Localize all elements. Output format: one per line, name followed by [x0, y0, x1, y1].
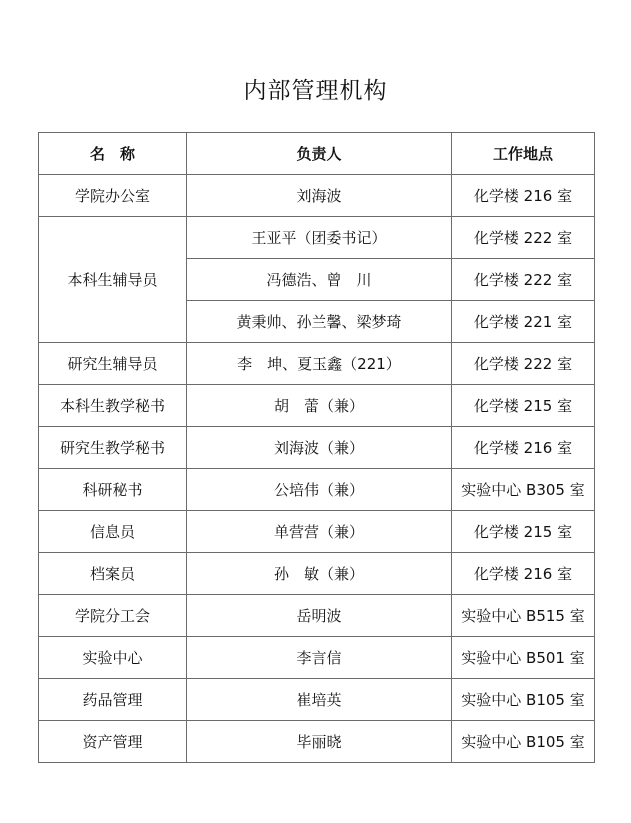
row-name: 研究生教学秘书 — [39, 427, 187, 469]
row-person: 刘海波 — [187, 175, 452, 217]
table-row — [39, 511, 595, 553]
row-person: 黄秉帅、孙兰馨、梁梦琦 — [187, 301, 452, 343]
table-row — [39, 553, 595, 595]
row-location: 化学楼 216 室 — [452, 553, 595, 595]
table-row — [39, 385, 595, 427]
row-name: 学院分工会 — [39, 595, 187, 637]
row-location: 化学楼 216 室 — [452, 427, 595, 469]
row-name: 学院办公室 — [39, 175, 187, 217]
table-row — [39, 469, 595, 511]
row-location: 化学楼 222 室 — [452, 217, 595, 259]
row-location: 化学楼 222 室 — [452, 259, 595, 301]
row-location: 化学楼 215 室 — [452, 385, 595, 427]
table-row — [39, 637, 595, 679]
row-location: 化学楼 221 室 — [452, 301, 595, 343]
row-person: 单营营（兼） — [187, 511, 452, 553]
row-name: 研究生辅导员 — [39, 343, 187, 385]
table-row — [39, 217, 595, 259]
table-header-row — [39, 133, 595, 175]
row-person: 崔培英 — [187, 679, 452, 721]
table-row — [39, 427, 595, 469]
row-name: 资产管理 — [39, 721, 187, 763]
row-person: 毕丽晓 — [187, 721, 452, 763]
row-location: 实验中心 B501 室 — [452, 637, 595, 679]
table-row — [39, 343, 595, 385]
row-location: 实验中心 B305 室 — [452, 469, 595, 511]
row-name: 药品管理 — [39, 679, 187, 721]
header-location: 工作地点 — [452, 133, 595, 175]
row-location: 实验中心 B105 室 — [452, 721, 595, 763]
row-location: 化学楼 216 室 — [452, 175, 595, 217]
org-table — [38, 132, 595, 763]
row-name: 本科生辅导员 — [39, 217, 187, 343]
row-location: 实验中心 B105 室 — [452, 679, 595, 721]
header-name: 名 称 — [39, 133, 187, 175]
table-row — [39, 721, 595, 763]
row-name: 科研秘书 — [39, 469, 187, 511]
row-person: 孙 敏（兼） — [187, 553, 452, 595]
header-person: 负责人 — [187, 133, 452, 175]
row-location: 化学楼 222 室 — [452, 343, 595, 385]
row-person: 王亚平（团委书记） — [187, 217, 452, 259]
row-person: 岳明波 — [187, 595, 452, 637]
row-name: 信息员 — [39, 511, 187, 553]
page-title: 内部管理机构 — [243, 78, 388, 104]
row-name: 实验中心 — [39, 637, 187, 679]
row-location: 实验中心 B515 室 — [452, 595, 595, 637]
row-person: 李言信 — [187, 637, 452, 679]
table-row — [39, 175, 595, 217]
row-person: 胡 蕾（兼） — [187, 385, 452, 427]
row-person: 刘海波（兼） — [187, 427, 452, 469]
row-person: 李 坤、夏玉鑫（221） — [187, 343, 452, 385]
table-row — [39, 679, 595, 721]
row-name: 本科生教学秘书 — [39, 385, 187, 427]
row-location: 化学楼 215 室 — [452, 511, 595, 553]
row-person: 公培伟（兼） — [187, 469, 452, 511]
table-row — [39, 595, 595, 637]
row-name: 档案员 — [39, 553, 187, 595]
row-person: 冯德浩、曾 川 — [187, 259, 452, 301]
